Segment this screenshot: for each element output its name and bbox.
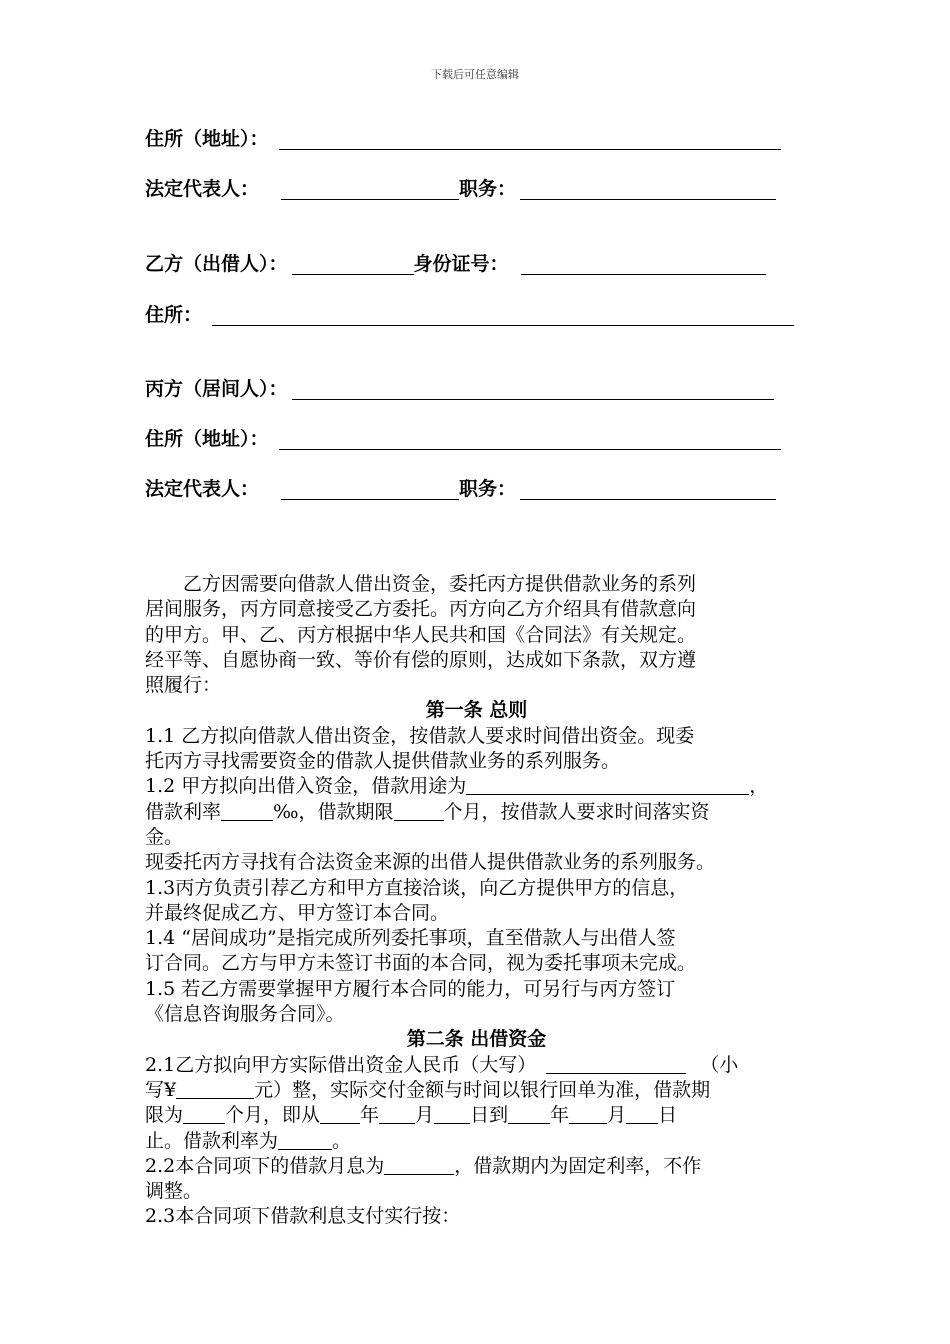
party-b-name-blank[interactable] [292, 256, 414, 275]
preamble-line: 照履行： [145, 674, 222, 697]
header-note: 下载后可任意编辑 [431, 68, 519, 81]
party-a-rep-row [145, 172, 776, 200]
contract-body [145, 572, 808, 1230]
amount-lower-blank[interactable] [176, 1079, 254, 1099]
monthly-interest-label: 2.2本合同项下的借款月息为 [145, 1154, 385, 1177]
party-c-position-label: 职务： [459, 478, 517, 500]
amount-text: 元）整，实际交付金额与时间以银行回单为准，借款期 [254, 1078, 711, 1101]
clause-1-2-line2 [145, 800, 808, 825]
year-label: 年 [360, 1104, 380, 1127]
clause-1-2-line4: 现委托丙方寻找有合法资金来源的出借人提供借款业务的系列服务。 [145, 851, 716, 874]
comma: ， [749, 775, 769, 798]
rate-label: 止。借款利率为 [145, 1129, 279, 1152]
party-b-id-blank[interactable] [521, 256, 766, 275]
party-c-name-row [145, 372, 774, 400]
clause-1-4-line: 1.4 “居间成功”是指完成所列委托事项，直至借款人与出借人签 [145, 927, 676, 950]
party-b-id-label: 身份证号： [413, 253, 509, 275]
clause-1-2-line3: 金。 [145, 825, 184, 848]
clause-1-1-line: 1.1 乙方拟向借款人借出资金，按借款人要求时间借出资金。现委 [145, 724, 695, 747]
clause-2-1-line2 [145, 1078, 808, 1103]
clause-1-3-line: 并最终促成乙方、甲方签订本合同。 [145, 901, 450, 924]
party-b-name-label: 乙方（出借人）： [145, 253, 288, 275]
start-month-blank[interactable] [379, 1104, 415, 1124]
party-b-address-blank[interactable] [212, 307, 794, 326]
party-c-position-blank[interactable] [520, 481, 776, 500]
party-b-address-row [145, 298, 794, 326]
party-c-name-label: 丙方（居间人）： [145, 378, 288, 400]
preamble-line: 经平等、自愿协商一致、等价有偿的原则，达成如下条款，双方遵 [145, 648, 697, 671]
start-year-blank[interactable] [320, 1104, 360, 1124]
party-c-name-blank[interactable] [292, 381, 774, 400]
clause-1-4-line: 订合同。乙方与甲方未签订书面的本合同，视为委托事项未完成。 [145, 952, 697, 975]
from-label: 个月，即从 [225, 1104, 321, 1127]
party-a-address-blank[interactable] [279, 131, 781, 150]
clause-2-2-line2: 调整。 [145, 1180, 203, 1203]
clause-2-1-line4 [145, 1129, 808, 1154]
period: 。 [332, 1129, 352, 1152]
to-label: 日到 [470, 1104, 509, 1127]
term-label: ‰，借款期限 [273, 800, 394, 823]
clause-1-5-line: 《信息咨询服务合同》。 [145, 1003, 345, 1026]
party-c-address-blank[interactable] [279, 431, 781, 450]
article2-title: 第二条 出借资金 [406, 1028, 547, 1051]
clause-2-1-line1 [145, 1053, 808, 1078]
yen-label: 写¥ [145, 1078, 177, 1101]
end-month-blank[interactable] [569, 1104, 607, 1124]
term-blank[interactable] [394, 801, 444, 821]
party-c-address-row [145, 422, 781, 450]
party-c-rep-row [145, 472, 776, 500]
party-c-legal-rep-label: 法定代表人： [145, 478, 260, 500]
rate-label: 借款利率 [145, 800, 222, 823]
months-blank[interactable] [183, 1104, 225, 1124]
clause-1-5-line: 1.5 若乙方需要掌握甲方履行本合同的能力，可另行与丙方签订 [145, 977, 676, 1000]
party-a-position-label: 职务： [459, 178, 517, 200]
rate-blank[interactable] [278, 1130, 332, 1150]
preamble-line: 乙方因需要向借款人借出资金，委托丙方提供借款业务的系列 [183, 573, 697, 595]
preamble-line: 居间服务，丙方同意接受乙方委托。丙方向乙方介绍具有借款意向 [145, 598, 697, 621]
month-label: 月 [607, 1104, 627, 1127]
end-day-blank[interactable] [626, 1104, 658, 1124]
party-a-legal-rep-blank[interactable] [281, 181, 459, 200]
year-label: 年 [550, 1104, 570, 1127]
clause-2-1-text: 2.1乙方拟向甲方实际借出资金人民币（大写） [145, 1053, 537, 1076]
start-day-blank[interactable] [434, 1104, 470, 1124]
clause-2-1-line3 [145, 1103, 808, 1128]
preamble-line: 的甲方。甲、乙、丙方根据中华人民共和国《合同法》有关规定。 [145, 623, 697, 646]
clause-2-3-line: 2.3本合同项下借款利息支付实行按： [145, 1205, 461, 1228]
clause-2-2-line1 [145, 1154, 808, 1179]
clause-1-3-line: 1.3丙方负责引荐乙方和甲方直接洽谈，向乙方提供甲方的信息， [145, 876, 689, 899]
month-label: 月 [415, 1104, 435, 1127]
fixed-rate-text: ，借款期内为固定利率，不作 [454, 1154, 702, 1177]
term-text: 个月，按借款人要求时间落实资 [443, 800, 710, 823]
party-b-address-label: 住所： [145, 304, 203, 326]
party-b-name-row [145, 247, 766, 275]
clause-1-1-line: 托丙方寻找需要资金的借款人提供借款业务的系列服务。 [145, 750, 621, 773]
party-c-legal-rep-blank[interactable] [281, 481, 459, 500]
party-a-address-label: 住所（地址）： [145, 128, 269, 150]
party-a-address-row [145, 122, 781, 150]
amount-upper-blank[interactable] [546, 1054, 686, 1074]
small-label: （小 [700, 1053, 739, 1076]
clause-1-2-line1 [145, 774, 808, 799]
loan-purpose-blank[interactable] [466, 775, 749, 795]
article1-title: 第一条 总则 [425, 699, 528, 722]
monthly-interest-blank[interactable] [384, 1155, 454, 1175]
clause-1-2-text: 1.2 甲方拟向出借入资金，借款用途为 [145, 775, 467, 798]
day-label: 日 [658, 1104, 678, 1127]
party-a-legal-rep-label: 法定代表人： [145, 178, 260, 200]
end-year-blank[interactable] [508, 1104, 550, 1124]
party-a-position-blank[interactable] [520, 181, 776, 200]
party-c-address-label: 住所（地址）： [145, 428, 269, 450]
rate-blank[interactable] [221, 801, 273, 821]
term-label: 限为 [145, 1104, 184, 1127]
